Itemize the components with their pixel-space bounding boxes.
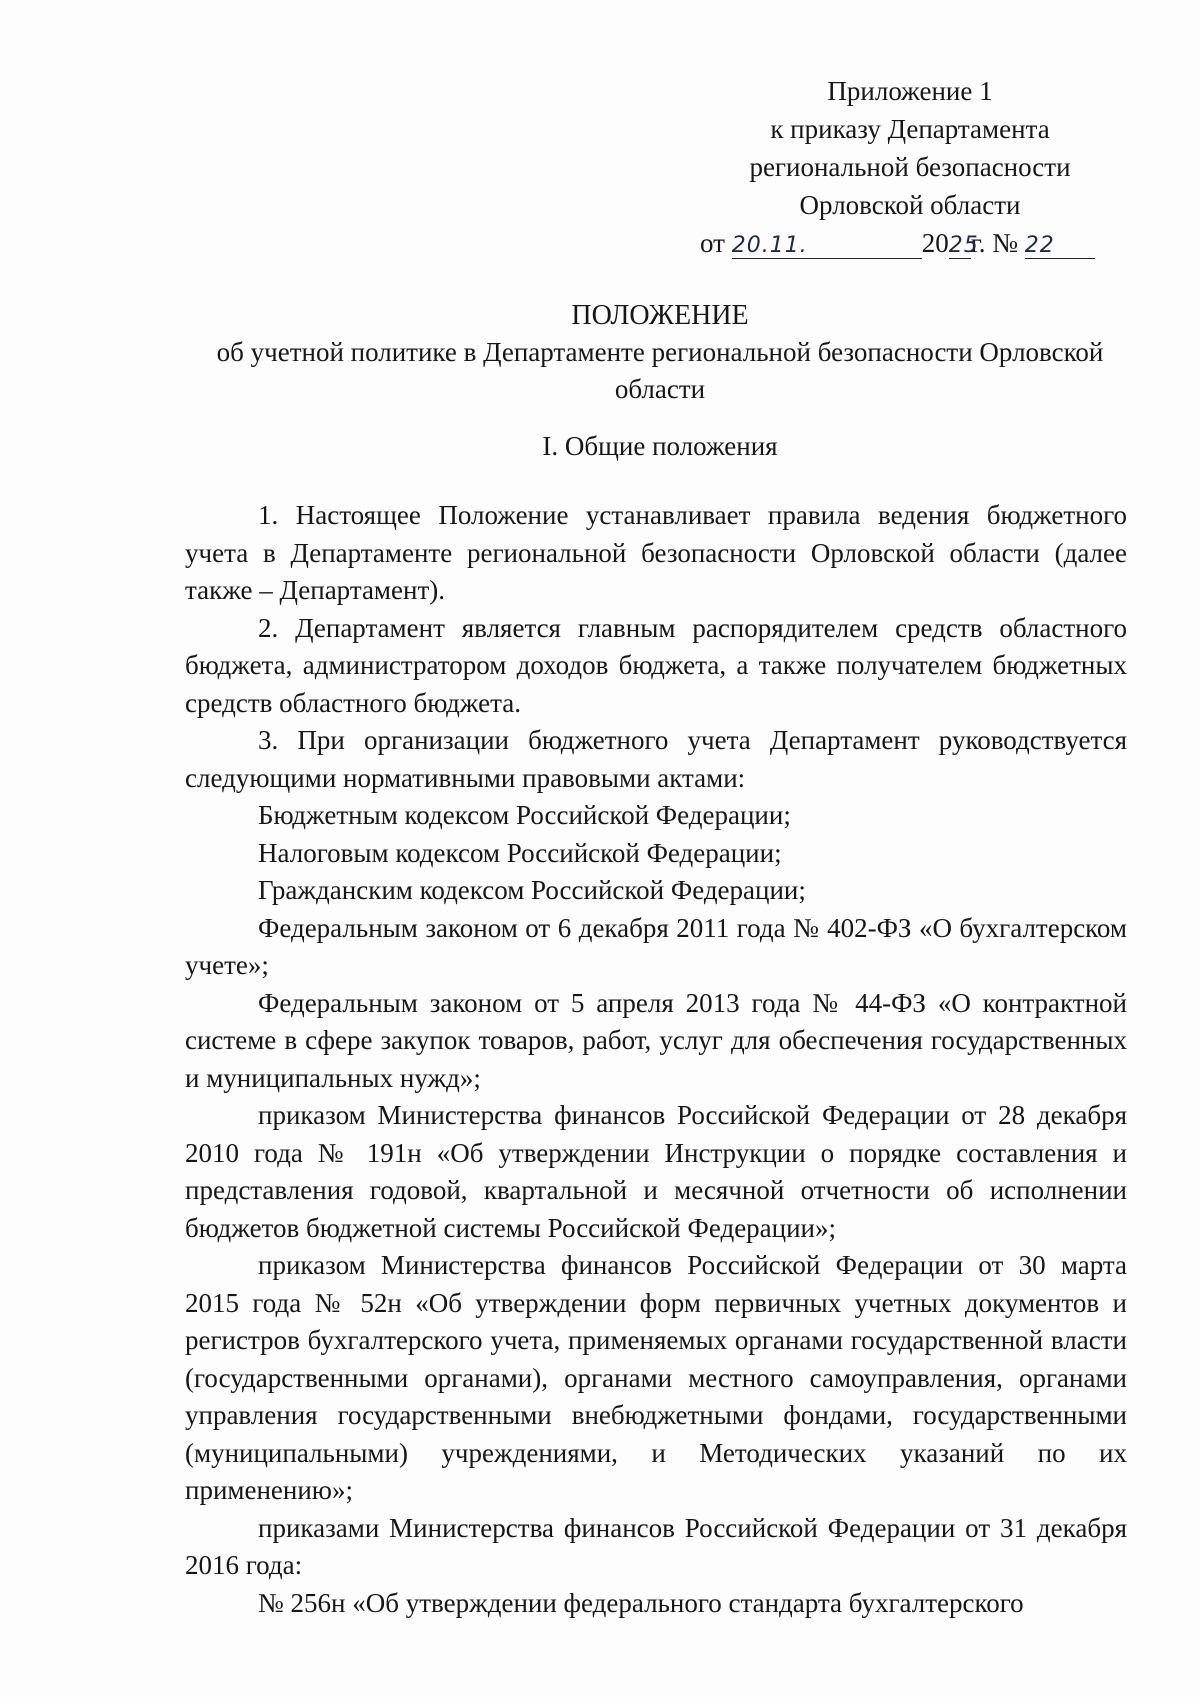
list-item: Налоговым кодексом Российской Федерации; — [258, 837, 782, 868]
document-title: ПОЛОЖЕНИЕ — [571, 300, 749, 331]
list-item: приказами Министерства финансов Российской Федерации от 31 декабря 2016 года: — [185, 1512, 1127, 1580]
appendix-region: Орловской области — [799, 190, 1021, 220]
appendix-title: Приложение 1 — [827, 76, 993, 106]
paragraph-2: 2. Департамент является главным распорядителем средств областного бюджета, администратором доходов бюджета, а также получателем бюджетных средств областного бюджета. — [185, 612, 1127, 718]
handwritten-year: 25 — [948, 233, 979, 258]
paragraph-1: 1. Настоящее Положение устанавливает правила ведения бюджетного учета в Департаменте региональной безопасности Орловской области (далее также – Департамент). — [185, 500, 1127, 605]
year-prefix: 20 — [921, 228, 949, 258]
year-field — [948, 228, 979, 259]
list-item: № 256н «Об утверждении федерального стандарта бухгалтерского — [258, 1587, 1024, 1618]
paragraph-3: 3. При организации бюджетного учета Департамент руководствуется следующими нормативными правовыми актами: — [185, 725, 1127, 793]
list-item: Федеральным законом от 6 декабря 2011 года № 402-ФЗ «О бухгалтерском учете»; — [185, 912, 1127, 980]
from-prefix: от — [700, 228, 725, 258]
list-item: Бюджетным кодексом Российской Федерации; — [258, 800, 791, 830]
document-subtitle: об учетной политике в Департаменте региональной безопасности Орловской области — [216, 337, 1104, 404]
list-item: приказом Министерства финансов Российской Федерации от 30 марта 2015 года № 52н «Об утверждении форм первичных учетных документов и регистров бухгалтерского учета, применяемых органами государственной власти (государственными органами), органами местного самоуправления, органами управления государственными внебюджетными фондами, государственными (муниципальными) учреждениями, и Методических указаний по их применению»; — [185, 1250, 1127, 1505]
year-suffix: г. № — [970, 228, 1018, 258]
body-text — [185, 497, 1127, 1622]
appendix-department: региональной безопасности — [749, 152, 1071, 182]
list-item: Федеральным законом от 5 апреля 2013 года № 44-ФЗ «О контрактной системе в сфере закупок товаров, работ, услуг для обеспечения государственных и муниципальных нужд»; — [185, 987, 1127, 1093]
appendix-order-ref: к приказу Департамента — [770, 114, 1050, 144]
handwritten-number: 22 — [1024, 233, 1055, 258]
appendix-header — [700, 72, 1120, 262]
list-item: Гражданским кодексом Российской Федерации; — [258, 875, 806, 905]
number-field — [1025, 228, 1095, 259]
date-field — [732, 228, 922, 259]
section-heading: I. Общие положения — [542, 431, 778, 461]
appendix-date-line — [700, 224, 1120, 262]
handwritten-date: 20.11. — [731, 233, 808, 258]
list-item: приказом Министерства финансов Российской Федерации от 28 декабря 2010 года № 191н «Об утверждении Инструкции о порядке составления и представления годовой, квартальной и месячной отчетности об исполнении бюджетов бюджетной системы Российской Федерации»; — [185, 1100, 1127, 1243]
